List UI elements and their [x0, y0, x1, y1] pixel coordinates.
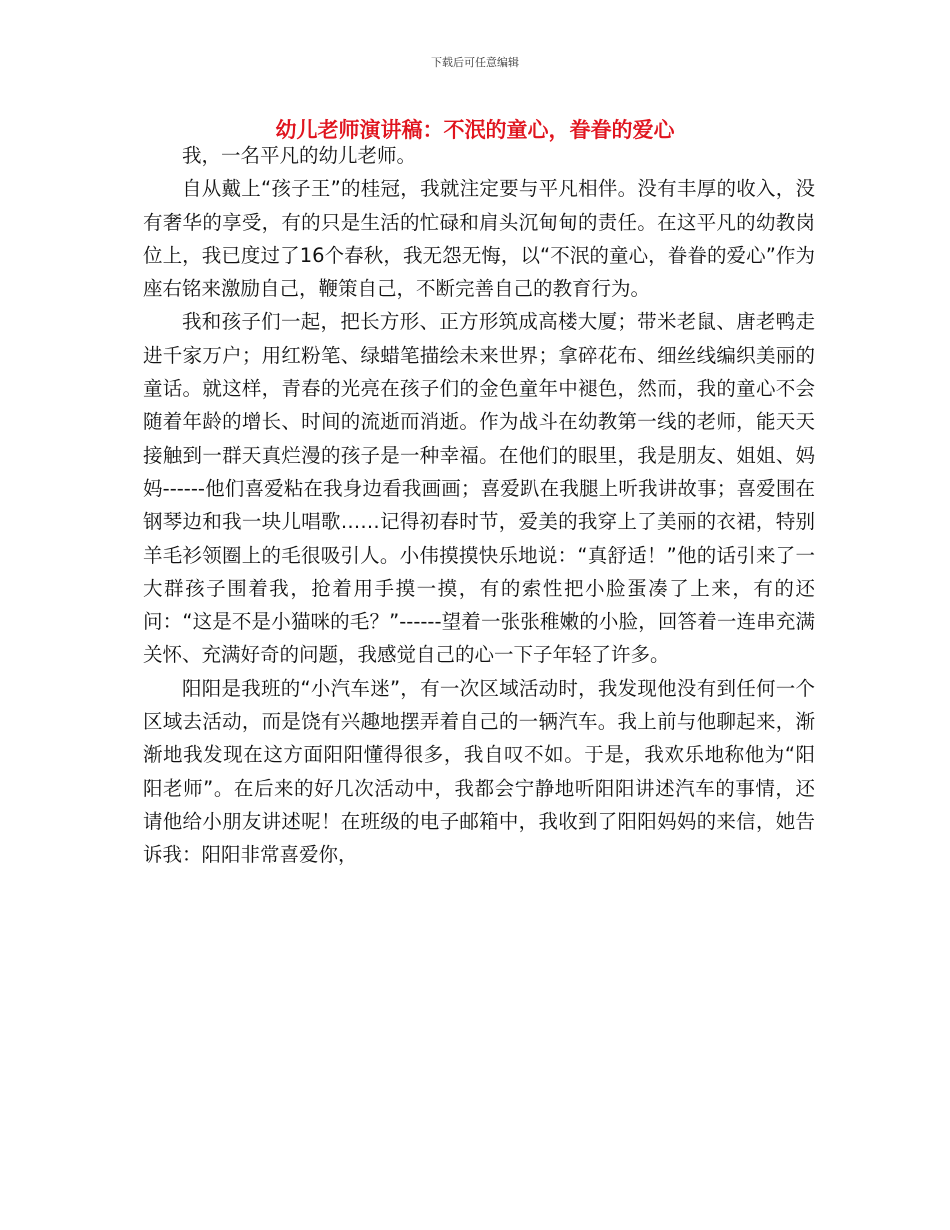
body-paragraph: 阳阳是我班的“小汽车迷”，有一次区域活动时，我发现他没有到任何一个区域去活动，而是饶有兴趣地摆弄着自己的一辆汽车。我上前与他聊起来，渐渐地我发现在这方面阳阳懂得很多，我自叹不如。于是，我欢乐地称他为“阳阳老师”。在后来的好几次活动中，我都会宁静地听阳阳讲述汽车的事情，还请他给小朋友讲述呢！在班级的电子邮箱中，我收到了阳阳妈妈的来信，她告诉我：阳阳非常喜爱你， — [143, 676, 815, 867]
body-paragraph: 我和孩子们一起，把长方形、正方形筑成高楼大厦；带米老鼠、唐老鸭走进千家万户；用红粉笔、绿蜡笔描绘未来世界；拿碎花布、细丝线编织美丽的童话。就这样，青春的光亮在孩子们的金色童年中褪色，然而，我的童心不会随着年龄的增长、时间的流逝而消逝。作为战斗在幼教第一线的老师，能天天接触到一群天真烂漫的孩子是一种幸福。在他们的眼里，我是朋友、姐姐、妈妈------他们喜爱粘在我身边看我画画；喜爱趴在我腿上听我讲故事；喜爱围在钢琴边和我一块儿唱歌……记得初春时节，爱美的我穿上了美丽的衣裙，特别羊毛衫领圈上的毛很吸引人。小伟摸摸快乐地说：“真舒适！”他的话引来了一大群孩子围着我，抢着用手摸一摸，有的索性把小脸蛋凑了上来，有的还问：“这是不是小猫咪的毛？”------望着一张张稚嫩的小脸，回答着一连串充满关怀、充满好奇的问题，我感觉自己的心一下子年轻了许多。 — [143, 310, 815, 667]
document-title: 幼儿老师演讲稿：不泯的童心，眷眷的爱心 — [275, 118, 675, 142]
document-body — [143, 139, 815, 872]
body-paragraph: 自从戴上“孩子王”的桂冠，我就注定要与平凡相伴。没有丰厚的收入，没有奢华的享受，有的只是生活的忙碌和肩头沉甸甸的责任。在这平凡的幼教岗位上，我已度过了16个春秋，我无怨无悔，以“不泯的童心，眷眷的爱心”作为座右铭来激励自己，鞭策自己，不断完善自己的教育行为。 — [143, 177, 815, 301]
header-note: 下载后可任意编辑 — [431, 56, 519, 69]
body-paragraph: 我，一名平凡的幼儿老师。 — [182, 144, 417, 167]
